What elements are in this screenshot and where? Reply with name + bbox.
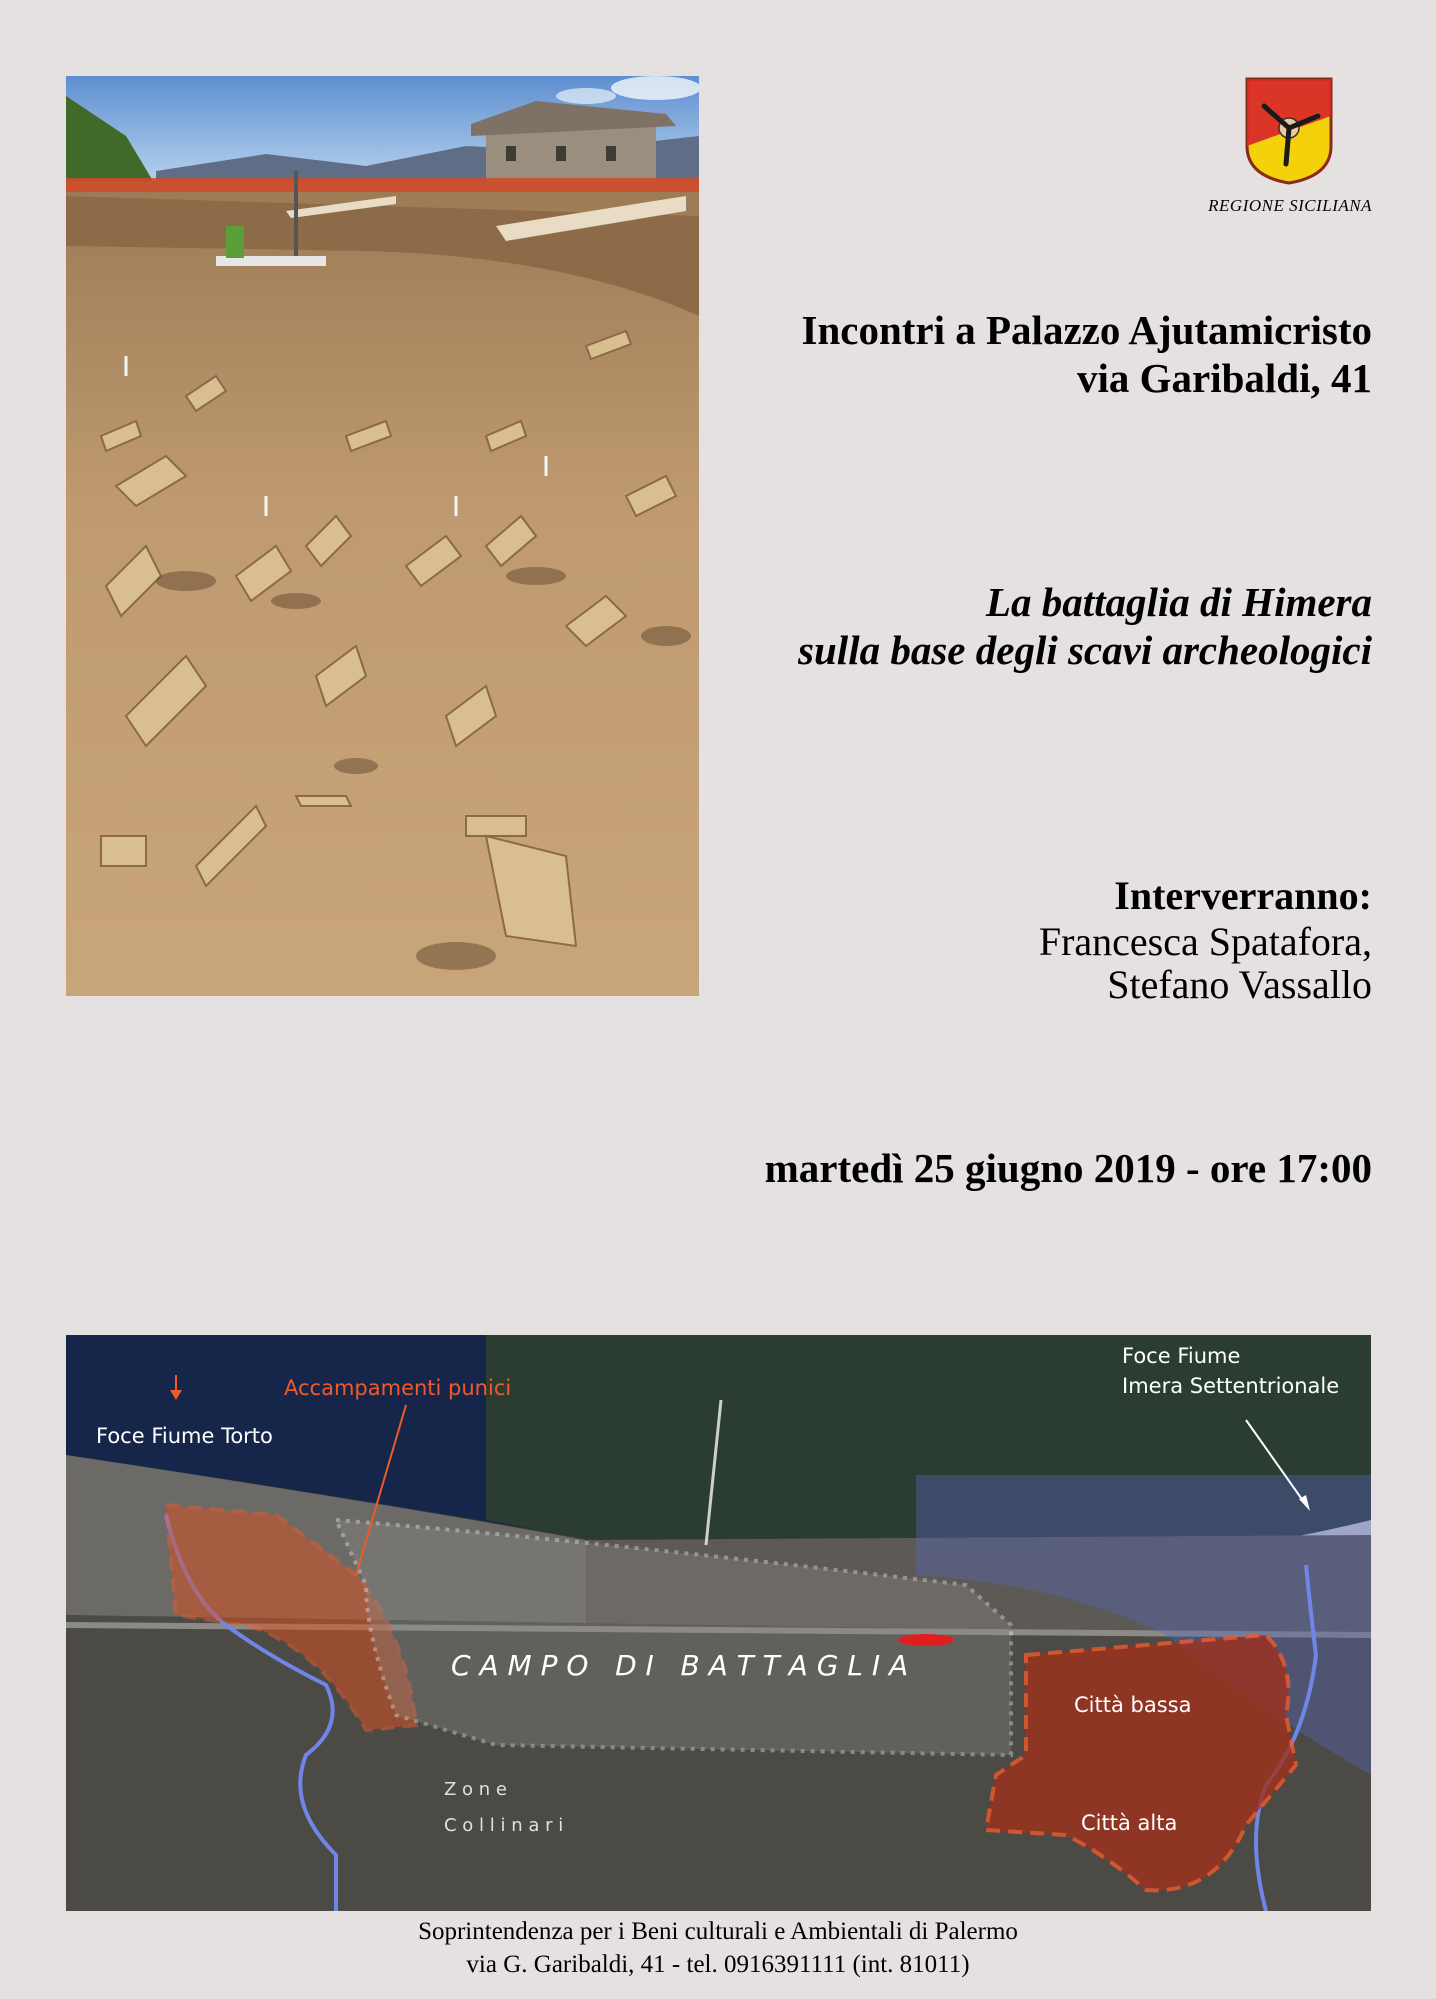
footer-institution: Soprintendenza per i Beni culturali e Ambientali di Palermo [418, 1918, 1018, 1945]
venue-address: via Garibaldi, 41 [1076, 355, 1372, 401]
trinacria-emblem-icon [1244, 76, 1334, 186]
map-label-campo-di-battaglia: C A M P O D I B A T T A G L I A [451, 1649, 909, 1682]
battlefield-map [66, 1335, 1371, 1911]
venue-title: Incontri a Palazzo Ajutamicristo [801, 307, 1372, 353]
map-label-zone-collinari: C o l l i n a r i [444, 1815, 564, 1836]
footer-contact: via G. Garibaldi, 41 - tel. 0916391111 (int. 81011) [466, 1951, 970, 1978]
map-label-accampamenti: Accampamenti punici [284, 1376, 512, 1400]
talk-title-line-1: La battaglia di Himera [985, 579, 1372, 625]
map-label-citta-bassa: Città bassa [1074, 1693, 1192, 1717]
speaker-name: Stefano Vassallo [1107, 962, 1372, 1007]
excavation-photo [66, 76, 699, 996]
map-label-citta-alta: Città alta [1081, 1811, 1178, 1835]
region-name: REGIONE SICILIANA [1208, 196, 1372, 215]
speakers-label: Interverranno: [1114, 873, 1372, 918]
map-label-foce-imera: Foce Fiume [1122, 1344, 1241, 1368]
speaker-name: Francesca Spatafora, [1038, 919, 1372, 964]
talk-title-line-2: sulla base degli scavi archeologici [798, 627, 1372, 673]
map-label-zone-collinari: Z o n e [444, 1779, 507, 1800]
map-label-foce-imera: Imera Settentrionale [1122, 1374, 1340, 1398]
event-datetime: martedì 25 giugno 2019 - ore 17:00 [764, 1145, 1372, 1191]
map-label-foce-torto: Foce Fiume Torto [96, 1424, 273, 1448]
